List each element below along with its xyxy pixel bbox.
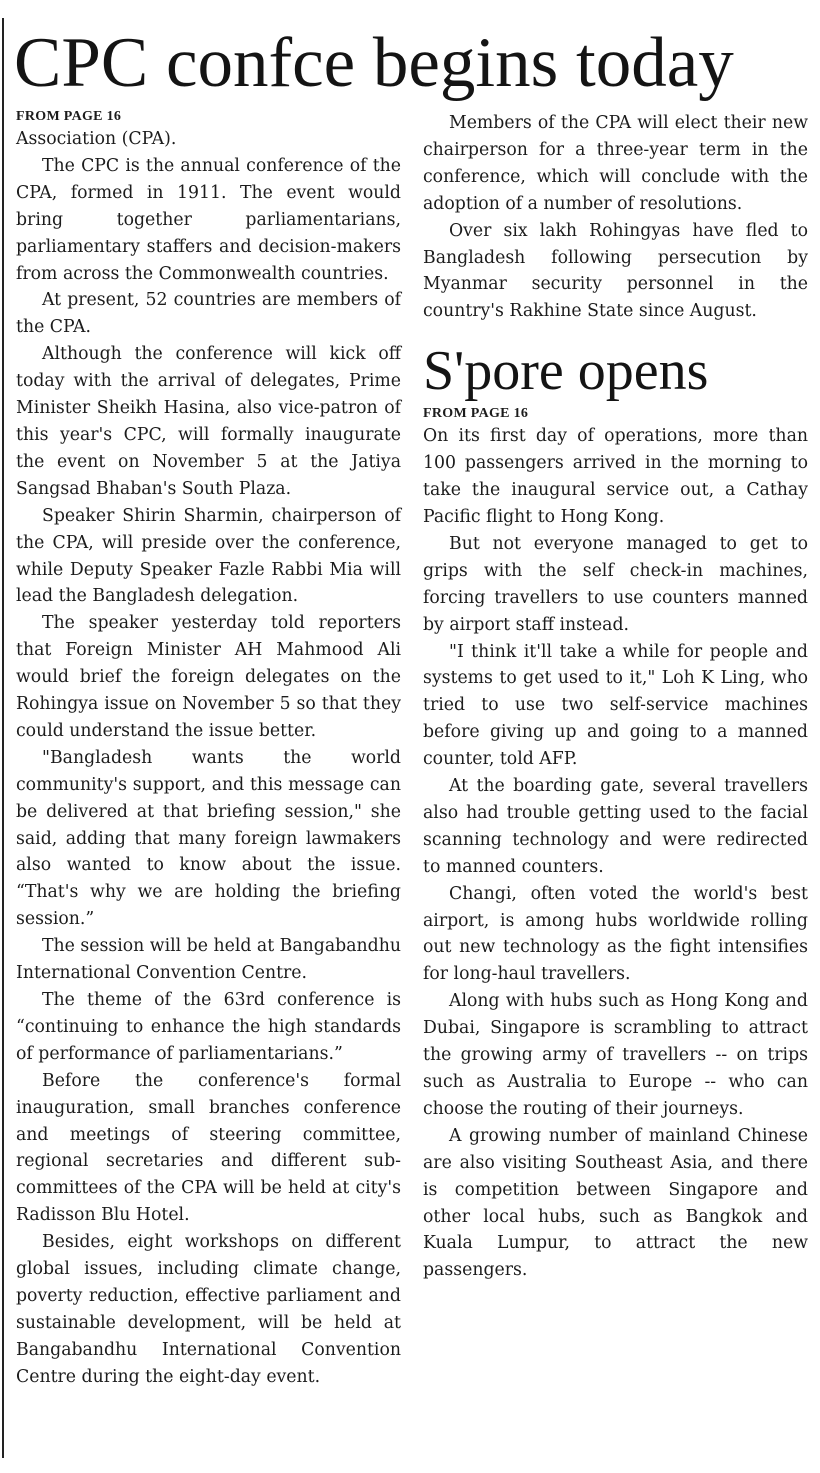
story2-paragraph: On its first day of operations, more than 100 passengers arrived in the morning to take the inaugural service out, a Cathay Pacific flight to Hong Kong.	[423, 426, 808, 527]
story1-paragraph: Although the conference will kick off today with the arrival of delegates, Prime Minister Sheikh Hasina, also vice-patron of this year's CPC, will formally inaugurate the event on November 5 at the Jatiya Sangsad Bhaban's South Plaza.	[16, 344, 401, 499]
story1-paragraph: Members of the CPA will elect their new chairperson for a three-year term in the conference, which will conclude with the adoption of a number of resolutions.	[423, 113, 808, 214]
main-headline: CPC confce begins today	[14, 24, 734, 102]
story1-paragraph: The CPC is the annual conference of the CPA, formed in 1911. The event would bring together parliamentarians, parliamentary staffers and decision-makers from across the Commonwealth countries.	[16, 155, 401, 284]
story1-paragraph: "Bangladesh wants the world community's support, and this message can be delivered at that briefing session," she said, adding that many foreign lawmakers also wanted to know about the issue. “That's why we are holding the briefing session.”	[16, 747, 401, 930]
story2-paragraph: But not everyone managed to get to grips with the self check-in machines, forcing travellers to use counters manned by airport staff instead.	[423, 533, 808, 635]
story1-paragraph: The theme of the 63rd conference is “continuing to enhance the high standards of performance of parliamentarians.”	[16, 990, 401, 1064]
story2-headline: S'pore opens	[423, 340, 709, 403]
story1-paragraph: Before the conference's formal inauguration, small branches conference and meetings of steering committee, regional secretaries and different sub-committees of the CPA will be held at city's Radisson Blu Hotel.	[16, 1070, 401, 1226]
story2-paragraph: A growing number of mainland Chinese are also visiting Southeast Asia, and there is competition between Singapore and other local hubs, such as Bangkok and Kuala Lumpur, to attract the new passengers.	[423, 1125, 808, 1281]
story1-paragraph: Speaker Shirin Sharmin, chairperson of the CPA, will preside over the conference, while Deputy Speaker Fazle Rabbi Mia will lead the Bangladesh delegation.	[16, 505, 401, 607]
story1-paragraph: Besides, eight workshops on different global issues, including climate change, poverty reduction, effective parliament and sustainable development, will be held at Bangabandhu International Convention Centre during the eight-day event.	[16, 1232, 401, 1387]
story1-paragraph: The session will be held at Bangabandhu International Convention Centre.	[16, 936, 401, 984]
left-column	[16, 110, 401, 1391]
story2-paragraph: At the boarding gate, several travellers also had trouble getting used to the facial scanning technology and were redirected to manned counters.	[423, 776, 808, 877]
column-rule	[2, 18, 4, 1458]
story2-paragraph: Along with hubs such as Hong Kong and Dubai, Singapore is scrambling to attract the growing army of travellers -- on trips such as Australia to Europe -- who can choose the routing of their journeys.	[423, 991, 808, 1119]
right-column	[423, 110, 808, 1284]
from-page-label: FROM PAGE 16	[423, 406, 529, 422]
story1-paragraph: The speaker yesterday told reporters that Foreign Minister AH Mahmood Ali would brief the foreign delegates on the Rohingya issue on November 5 so that they could understand the issue better.	[16, 613, 401, 741]
story2-paragraph: Changi, often voted the world's best airport, is among hubs worldwide rolling out new technology as the fight intensifies for long-haul travellers.	[423, 883, 808, 985]
from-page-label: FROM PAGE 16	[16, 109, 122, 124]
story2-paragraph: "I think it'll take a while for people and systems to get used to it," Loh K Ling, who tried to use two self-service machines before giving up and going to a manned counter, told AFP.	[423, 641, 808, 770]
story1-paragraph: Association (CPA).	[16, 129, 177, 149]
story1-paragraph: Over six lakh Rohingyas have fled to Bangladesh following persecution by Myanmar security personnel in the country's Rakhine State since August.	[423, 220, 808, 322]
story1-paragraph: At present, 52 countries are members of the CPA.	[16, 290, 401, 338]
